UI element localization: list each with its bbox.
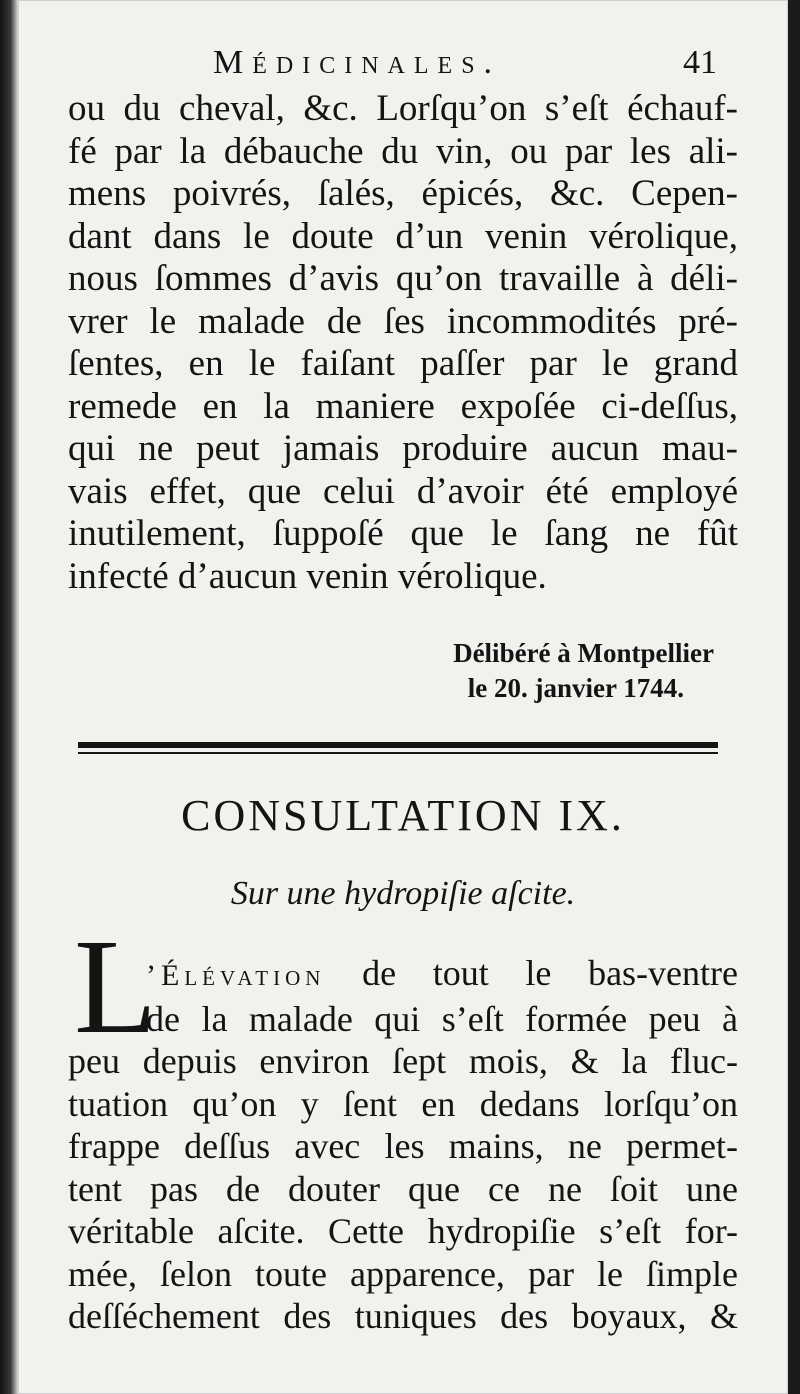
text-line: nous ſommes d’avis qu’on travaille à déli- xyxy=(68,258,738,299)
text-line-first xyxy=(68,952,738,998)
text-line: tent pas de douter que ce ne ſoit une xyxy=(68,1168,738,1209)
text-line: tuation qu’on y ſent en dedans lorſqu’on xyxy=(68,1083,738,1124)
signature-date: le 20. janvier 1744. xyxy=(467,673,684,703)
signature-place: Délibéré à Montpellier xyxy=(453,638,714,668)
text-line: mens poivrés, ſalés, épicés, &c. Cepen- xyxy=(68,173,738,214)
text-line: vais effet, que celui d’avoir été employé xyxy=(68,470,738,512)
text-line: fé par la débauche du vin, ou par les ali- xyxy=(68,130,738,172)
text-line: ſentes, en le faiſant paſſer par le grand xyxy=(68,343,738,384)
section-rule-thin xyxy=(78,752,718,754)
paragraph-2 xyxy=(68,952,738,1338)
paragraph-1 xyxy=(68,88,738,598)
section-rule-thick xyxy=(78,742,718,748)
running-head xyxy=(18,44,788,84)
text-line: mée, ſelon toute apparence, par le ſimple xyxy=(68,1253,738,1294)
book-page xyxy=(18,0,788,1394)
text-line: vrer le malade de ſes incommodités pré- xyxy=(68,300,738,342)
text-line: peu depuis environ ſept mois, & la fluc- xyxy=(68,1041,738,1081)
text-line: inutilement, ſuppoſé que le ſang ne fût xyxy=(68,513,738,554)
running-title: Médicinales. xyxy=(213,44,502,81)
section-subtitle: Sur une hydropiſie aſcite. xyxy=(230,875,576,912)
drop-capital: L xyxy=(74,912,158,1062)
text-line: véritable aſcite. Cette hydropiſie s’eſt for- xyxy=(68,1211,738,1251)
text-line: de la malade qui s’eſt formée peu à xyxy=(146,998,738,1039)
text-line: dant dans le doute d’un venin vérolique, xyxy=(68,215,738,257)
text-line: remede en la maniere expoſée ci-deſſus, xyxy=(68,385,738,427)
text-line: infecté d’aucun venin vérolique. xyxy=(68,555,547,597)
text-line: frappe deſſus avec les mains, ne permet- xyxy=(68,1126,738,1166)
page-number: 41 xyxy=(683,44,717,81)
text-line: qui ne peut jamais produire aucun mau- xyxy=(68,428,738,469)
lead-word: ’Élévation xyxy=(146,959,326,992)
first-line-rest: de tout le bas-ventre xyxy=(325,953,738,993)
text-line: deſſéchement des tuniques des boyaux, & xyxy=(68,1296,738,1336)
text-line: ou du cheval, &c. Lorſqu’on s’eſt échauf- xyxy=(68,88,738,129)
section-title: CONSULTATION IX. xyxy=(181,791,625,840)
